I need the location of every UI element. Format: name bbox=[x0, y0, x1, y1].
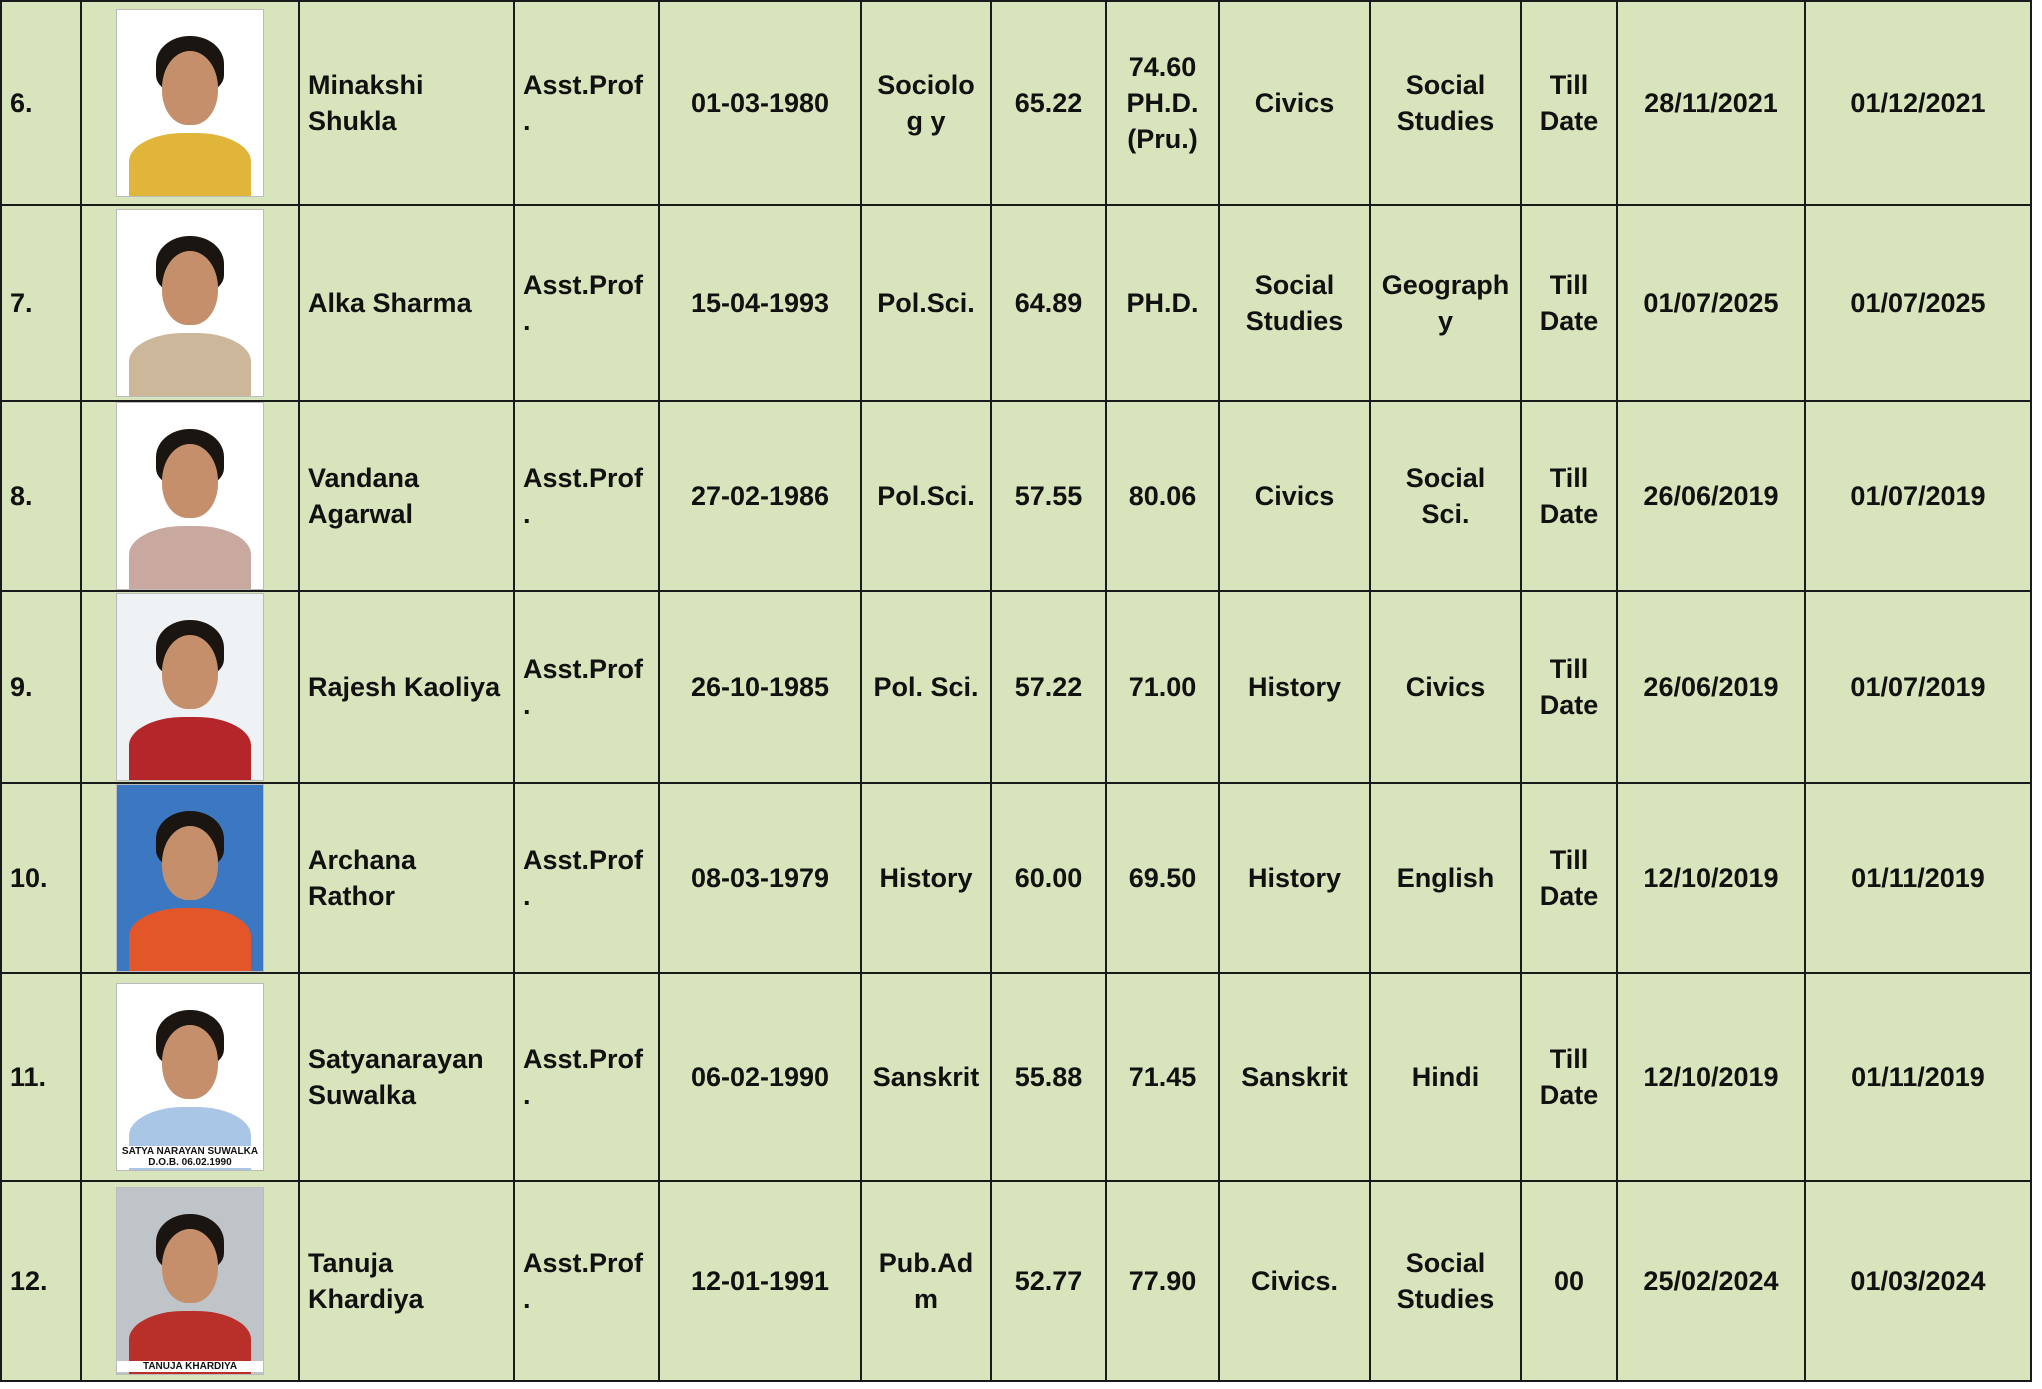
percentage-cell: 60.00 bbox=[991, 783, 1106, 973]
subject-cell: Sanskrit bbox=[861, 973, 991, 1181]
higher-qualification-cell: 74.60 PH.D. (Pru.) bbox=[1106, 1, 1219, 205]
designation-cell: Asst.Prof . bbox=[514, 1181, 659, 1381]
serial-number: 6. bbox=[1, 1, 81, 205]
appointment-date-cell: 26/06/2019 bbox=[1617, 401, 1805, 591]
joining-date-cell: 01/07/2019 bbox=[1805, 401, 2031, 591]
teaching-subject-1: Civics bbox=[1219, 401, 1370, 591]
teaching-subject-1: History bbox=[1219, 783, 1370, 973]
photo-cell bbox=[81, 1181, 299, 1381]
face-shape bbox=[162, 1229, 217, 1303]
subject-cell: Pol.Sci. bbox=[861, 401, 991, 591]
higher-qualification-cell: 71.00 bbox=[1106, 591, 1219, 783]
staff-photo bbox=[116, 784, 264, 972]
teaching-subject-1: History bbox=[1219, 591, 1370, 783]
face-shape bbox=[162, 51, 217, 125]
photo-cell bbox=[81, 401, 299, 591]
joining-date-cell: 01/11/2019 bbox=[1805, 973, 2031, 1181]
photo-cell bbox=[81, 205, 299, 401]
higher-qualification-cell: 80.06 bbox=[1106, 401, 1219, 591]
subject-cell: Sociolog y bbox=[861, 1, 991, 205]
designation-cell: Asst.Prof . bbox=[514, 783, 659, 973]
appointment-date-cell: 26/06/2019 bbox=[1617, 591, 1805, 783]
teaching-subject-2: Civics bbox=[1370, 591, 1521, 783]
teaching-subject-2: English bbox=[1370, 783, 1521, 973]
clothing-shape bbox=[129, 717, 252, 780]
serial-number: 9. bbox=[1, 591, 81, 783]
dob-cell: 08-03-1979 bbox=[659, 783, 861, 973]
subject-cell: History bbox=[861, 783, 991, 973]
serial-number: 12. bbox=[1, 1181, 81, 1381]
table-row bbox=[1, 205, 2031, 401]
face-shape bbox=[162, 635, 217, 709]
designation-cell: Asst.Prof . bbox=[514, 401, 659, 591]
table-row bbox=[1, 591, 2031, 783]
percentage-cell: 55.88 bbox=[991, 973, 1106, 1181]
clothing-shape bbox=[129, 908, 252, 971]
dob-cell: 01-03-1980 bbox=[659, 1, 861, 205]
joining-date-cell: 01/03/2024 bbox=[1805, 1181, 2031, 1381]
percentage-cell: 65.22 bbox=[991, 1, 1106, 205]
teaching-subject-2: Social Sci. bbox=[1370, 401, 1521, 591]
staff-photo bbox=[116, 1187, 264, 1375]
serial-number: 11. bbox=[1, 973, 81, 1181]
staff-photo bbox=[116, 209, 264, 397]
teaching-subject-2: Hindi bbox=[1370, 973, 1521, 1181]
table-body bbox=[1, 1, 2031, 1381]
name-cell: Archana Rathor bbox=[299, 783, 514, 973]
dob-cell: 12-01-1991 bbox=[659, 1181, 861, 1381]
joining-date-cell: 01/07/2019 bbox=[1805, 591, 2031, 783]
appointment-date-cell: 28/11/2021 bbox=[1617, 1, 1805, 205]
till-date-cell: Till Date bbox=[1521, 1, 1617, 205]
teaching-subject-1: Social Studies bbox=[1219, 205, 1370, 401]
name-cell: Satyanarayan Suwalka bbox=[299, 973, 514, 1181]
name-cell: Alka Sharma bbox=[299, 205, 514, 401]
teaching-subject-1: Sanskrit bbox=[1219, 973, 1370, 1181]
photo-cell bbox=[81, 973, 299, 1181]
till-date-cell: Till Date bbox=[1521, 401, 1617, 591]
percentage-cell: 64.89 bbox=[991, 205, 1106, 401]
higher-qualification-cell: 77.90 bbox=[1106, 1181, 1219, 1381]
clothing-shape bbox=[129, 526, 252, 589]
percentage-cell: 57.55 bbox=[991, 401, 1106, 591]
face-shape bbox=[162, 1025, 217, 1099]
higher-qualification-cell: 71.45 bbox=[1106, 973, 1219, 1181]
staff-photo bbox=[116, 983, 264, 1171]
joining-date-cell: 01/12/2021 bbox=[1805, 1, 2031, 205]
clothing-shape bbox=[129, 333, 252, 396]
teaching-subject-2: Social Studies bbox=[1370, 1181, 1521, 1381]
serial-number: 7. bbox=[1, 205, 81, 401]
staff-photo bbox=[116, 593, 264, 781]
name-cell: Tanuja Khardiya bbox=[299, 1181, 514, 1381]
photo-caption: SATYA NARAYAN SUWALKA D.O.B. 06.02.1990 bbox=[117, 1146, 263, 1168]
table-row bbox=[1, 401, 2031, 591]
dob-cell: 15-04-1993 bbox=[659, 205, 861, 401]
serial-number: 8. bbox=[1, 401, 81, 591]
designation-cell: Asst.Prof . bbox=[514, 973, 659, 1181]
appointment-date-cell: 12/10/2019 bbox=[1617, 973, 1805, 1181]
percentage-cell: 57.22 bbox=[991, 591, 1106, 783]
till-date-cell: Till Date bbox=[1521, 591, 1617, 783]
photo-cell bbox=[81, 1, 299, 205]
photo-cell bbox=[81, 783, 299, 973]
appointment-date-cell: 12/10/2019 bbox=[1617, 783, 1805, 973]
designation-cell: Asst.Prof . bbox=[514, 1, 659, 205]
dob-cell: 06-02-1990 bbox=[659, 973, 861, 1181]
table-row bbox=[1, 1181, 2031, 1381]
percentage-cell: 52.77 bbox=[991, 1181, 1106, 1381]
face-shape bbox=[162, 444, 217, 518]
till-date-cell: Till Date bbox=[1521, 973, 1617, 1181]
teaching-subject-1: Civics. bbox=[1219, 1181, 1370, 1381]
till-date-cell: Till Date bbox=[1521, 205, 1617, 401]
clothing-shape bbox=[129, 133, 252, 196]
appointment-date-cell: 01/07/2025 bbox=[1617, 205, 1805, 401]
higher-qualification-cell: 69.50 bbox=[1106, 783, 1219, 973]
subject-cell: Pol.Sci. bbox=[861, 205, 991, 401]
dob-cell: 26-10-1985 bbox=[659, 591, 861, 783]
appointment-date-cell: 25/02/2024 bbox=[1617, 1181, 1805, 1381]
staff-photo bbox=[116, 402, 264, 590]
table-row bbox=[1, 973, 2031, 1181]
name-cell: Vandana Agarwal bbox=[299, 401, 514, 591]
joining-date-cell: 01/07/2025 bbox=[1805, 205, 2031, 401]
teaching-subject-2: Geography bbox=[1370, 205, 1521, 401]
staff-photo bbox=[116, 9, 264, 197]
table-row bbox=[1, 1, 2031, 205]
table-row bbox=[1, 783, 2031, 973]
serial-number: 10. bbox=[1, 783, 81, 973]
name-cell: Rajesh Kaoliya bbox=[299, 591, 514, 783]
teaching-subject-1: Civics bbox=[1219, 1, 1370, 205]
joining-date-cell: 01/11/2019 bbox=[1805, 783, 2031, 973]
till-date-cell: Till Date bbox=[1521, 783, 1617, 973]
designation-cell: Asst.Prof . bbox=[514, 591, 659, 783]
till-date-cell: 00 bbox=[1521, 1181, 1617, 1381]
face-shape bbox=[162, 251, 217, 325]
teaching-subject-2: Social Studies bbox=[1370, 1, 1521, 205]
designation-cell: Asst.Prof . bbox=[514, 205, 659, 401]
face-shape bbox=[162, 826, 217, 900]
name-cell: Minakshi Shukla bbox=[299, 1, 514, 205]
higher-qualification-cell: PH.D. bbox=[1106, 205, 1219, 401]
photo-cell bbox=[81, 591, 299, 783]
subject-cell: Pub.Ad m bbox=[861, 1181, 991, 1381]
photo-caption: TANUJA KHARDIYA bbox=[117, 1361, 263, 1372]
subject-cell: Pol. Sci. bbox=[861, 591, 991, 783]
dob-cell: 27-02-1986 bbox=[659, 401, 861, 591]
